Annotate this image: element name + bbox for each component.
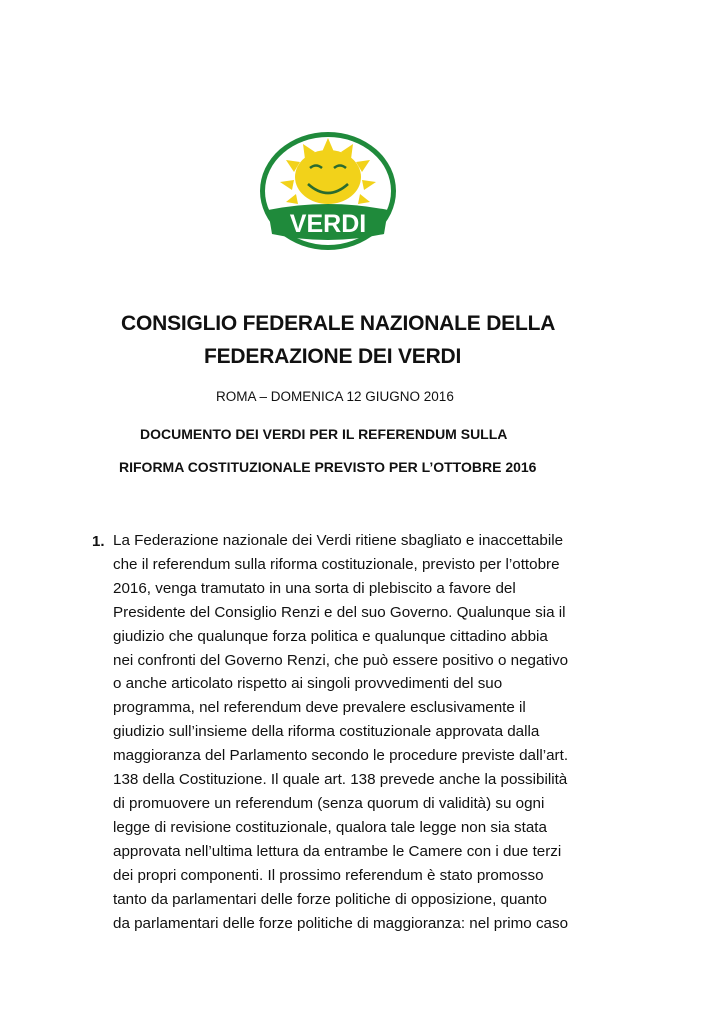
verdi-logo (258, 130, 398, 252)
body-line: 138 della Costituzione. Il quale art. 138 prevede anche la possibilità (113, 771, 568, 789)
body-line: La Federazione nazionale dei Verdi ritiene sbagliato e inaccettabile (113, 532, 564, 549)
subtitle-line2: RIFORMA COSTITUZIONALE PREVISTO PER L’OTTOBRE 2016 (119, 459, 537, 475)
body-line: legge di revisione costituzionale, qualora tale legge non sia stata (113, 818, 547, 836)
body-line: tanto da parlamentari delle forze politiche di opposizione, quanto (113, 890, 547, 908)
body-line: giudizio sull’insieme della riforma costituzionale approvata dalla (113, 723, 540, 741)
page-title-line1: CONSIGLIO FEDERALE NAZIONALE DELLA (121, 312, 556, 335)
date-line: ROMA – DOMENICA 12 GIUGNO 2016 (216, 389, 454, 404)
body-line: da parlamentari delle forze politiche di maggioranza: nel primo caso (113, 914, 569, 932)
body-line: approvata nell’ultima lettura da entrambe le Camere con i due terzi (113, 842, 562, 860)
body-line: Presidente del Consiglio Renzi e del suo Governo. Qualunque sia il (113, 603, 566, 621)
page-title-line2: FEDERAZIONE DEI VERDI (204, 345, 462, 368)
item-body (113, 529, 593, 935)
body-line: giudizio che qualunque forza politica e qualunque cittadino abbia (113, 627, 548, 645)
subtitle-line1: DOCUMENTO DEI VERDI PER IL REFERENDUM SULLA (140, 426, 508, 442)
body-line: nei confronti del Governo Renzi, che può essere positivo o negativo (113, 651, 569, 669)
body-line: dei propri componenti. Il prossimo referendum è stato promosso (113, 866, 544, 884)
logo-text: VERDI (289, 210, 367, 238)
body-line: programma, nel referendum deve prevalere esclusivamente il (113, 699, 526, 717)
body-line: 2016, venga tramutato in una sorta di plebiscito a favore del (113, 579, 516, 597)
body-line: maggioranza del Parlamento secondo le procedure previste dall’art. (113, 747, 569, 765)
body-line: o anche articolato rispetto ai singoli provvedimenti del suo (113, 675, 503, 693)
body-line: che il referendum sulla riforma costituzionale, previsto per l’ottobre (113, 555, 560, 573)
item-number: 1. (92, 533, 105, 550)
body-line: di promuovere un referendum (senza quorum di validità) su ogni (113, 794, 545, 812)
